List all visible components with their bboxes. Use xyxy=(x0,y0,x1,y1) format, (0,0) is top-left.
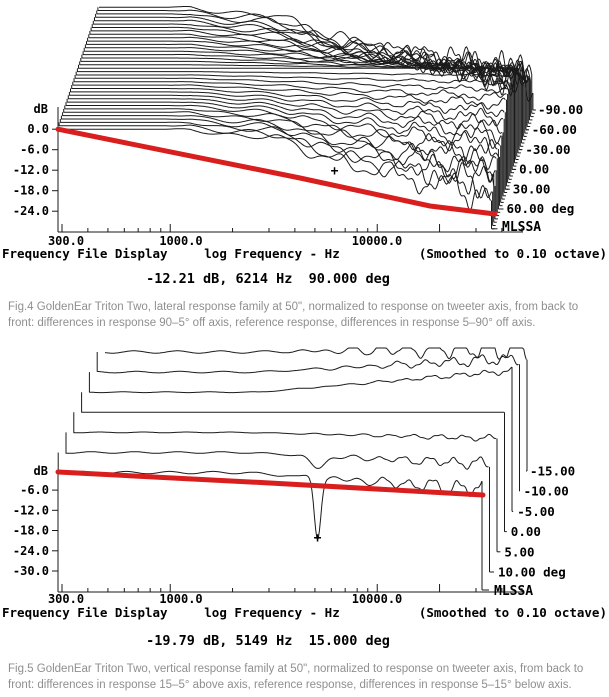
fig5-axes xyxy=(13,470,523,606)
off-axis-difference-curve-0deg xyxy=(82,392,505,412)
fig4-footer-left: Frequency File Display xyxy=(2,246,168,261)
fig4-axes xyxy=(13,107,523,248)
fig4-lateral-response-family-chart xyxy=(0,0,609,292)
fig5-response-family-curves xyxy=(58,348,526,539)
fig5-caption xyxy=(0,662,593,693)
off-axis-difference-curve-5deg xyxy=(74,412,497,441)
y-axis-tick-label: -24.0 xyxy=(12,204,49,219)
fig5-footer-left: Frequency File Display xyxy=(2,605,168,620)
y-axis-tick-label: -6.0 xyxy=(20,483,49,498)
fig4-y-axis-unit: dB xyxy=(33,102,48,116)
y-axis-tick-label: -6.0 xyxy=(20,142,49,157)
x-axis-tick-label: 10000.0 xyxy=(351,234,403,248)
angle-axis-label: 60.00 deg xyxy=(506,201,575,217)
y-axis-tick-label: -12.0 xyxy=(12,503,49,518)
angle-axis-label: -5.00 xyxy=(517,503,555,519)
fig4-x-axis-label: log Frequency - Hz xyxy=(204,246,340,261)
fig4-caption xyxy=(0,300,593,331)
y-axis-tick-label: -24.0 xyxy=(12,543,49,558)
fig5-cursor-cross: + xyxy=(313,531,322,546)
fig5-vertical-response-family-chart xyxy=(0,346,609,652)
angle-axis-label: 10.00 deg xyxy=(498,564,566,580)
angle-axis-label: 5.00 xyxy=(504,544,535,560)
x-axis-tick-label: 1000.0 xyxy=(159,592,203,606)
fig5-cursor-status-readout: -19.79 dB, 5149 Hz 15.000 deg xyxy=(146,633,390,649)
y-axis-tick-label: -18.0 xyxy=(12,183,49,198)
angle-axis-label: 0.00 xyxy=(519,161,550,177)
off-axis-difference-curve-60deg xyxy=(65,106,498,162)
y-axis-tick-label: -30.0 xyxy=(12,564,49,578)
fig5-mlssa-logo: MLSSA xyxy=(494,584,534,599)
fig4-cursor-cross: + xyxy=(330,164,339,179)
off-axis-difference-curve--5deg xyxy=(89,367,512,393)
fig5-angle-label-ladder xyxy=(482,360,575,590)
angle-axis-label: -90.00 xyxy=(538,102,584,118)
y-axis-tick-label: 0.0 xyxy=(27,122,49,137)
off-axis-difference-curve-15deg xyxy=(58,453,482,539)
fig5-footer-right: (Smoothed to 0.10 octave) xyxy=(418,605,607,620)
fig4-cursor-status-readout: -12.21 dB, 6214 Hz 90.000 deg xyxy=(146,271,390,287)
angle-axis-label: -10.00 xyxy=(523,483,569,499)
angle-axis-label: 30.00 xyxy=(512,181,551,197)
x-axis-tick-label: 10000.0 xyxy=(351,592,403,606)
fig4-mlssa-logo: MLSSA xyxy=(502,220,542,235)
y-axis-tick-label: -12.0 xyxy=(12,163,49,178)
fig5-y-axis-unit: dB xyxy=(33,464,48,478)
fig5-caption-text: Fig.5 GoldenEar Triton Two, vertical response family at 50", normalized to response on tweeter axis, from back to front: differences in response 15–5° above axis, reference response, differences in response 5–15° below axis. xyxy=(8,663,584,691)
angle-axis-label: -60.00 xyxy=(531,122,577,137)
angle-axis-label: -30.00 xyxy=(525,141,571,157)
x-axis-tick-label: 300.0 xyxy=(47,234,85,248)
fig4-caption-text: Fig.4 GoldenEar Triton Two, lateral response family at 50", normalized to response on tweeter axis, from back to front: differences in response 90–5° off axis, reference response, differences in response 5–90° off axis. xyxy=(8,301,579,329)
y-axis-tick-label: -18.0 xyxy=(12,523,49,538)
angle-axis-label: 0.00 xyxy=(510,524,541,540)
off-axis-difference-curve--10deg xyxy=(97,352,518,373)
angle-axis-label: -15.00 xyxy=(530,463,576,479)
fig4-reference-response-trace xyxy=(58,129,495,214)
x-axis-tick-label: 300.0 xyxy=(47,592,85,606)
off-axis-difference-curve--15deg xyxy=(105,348,526,360)
fig5-x-axis-label: log Frequency - Hz xyxy=(204,605,340,620)
x-axis-tick-label: 1000.0 xyxy=(159,234,203,248)
fig4-response-family-curves xyxy=(58,7,533,211)
fig4-footer-right: (Smoothed to 0.10 octave) xyxy=(418,246,607,261)
